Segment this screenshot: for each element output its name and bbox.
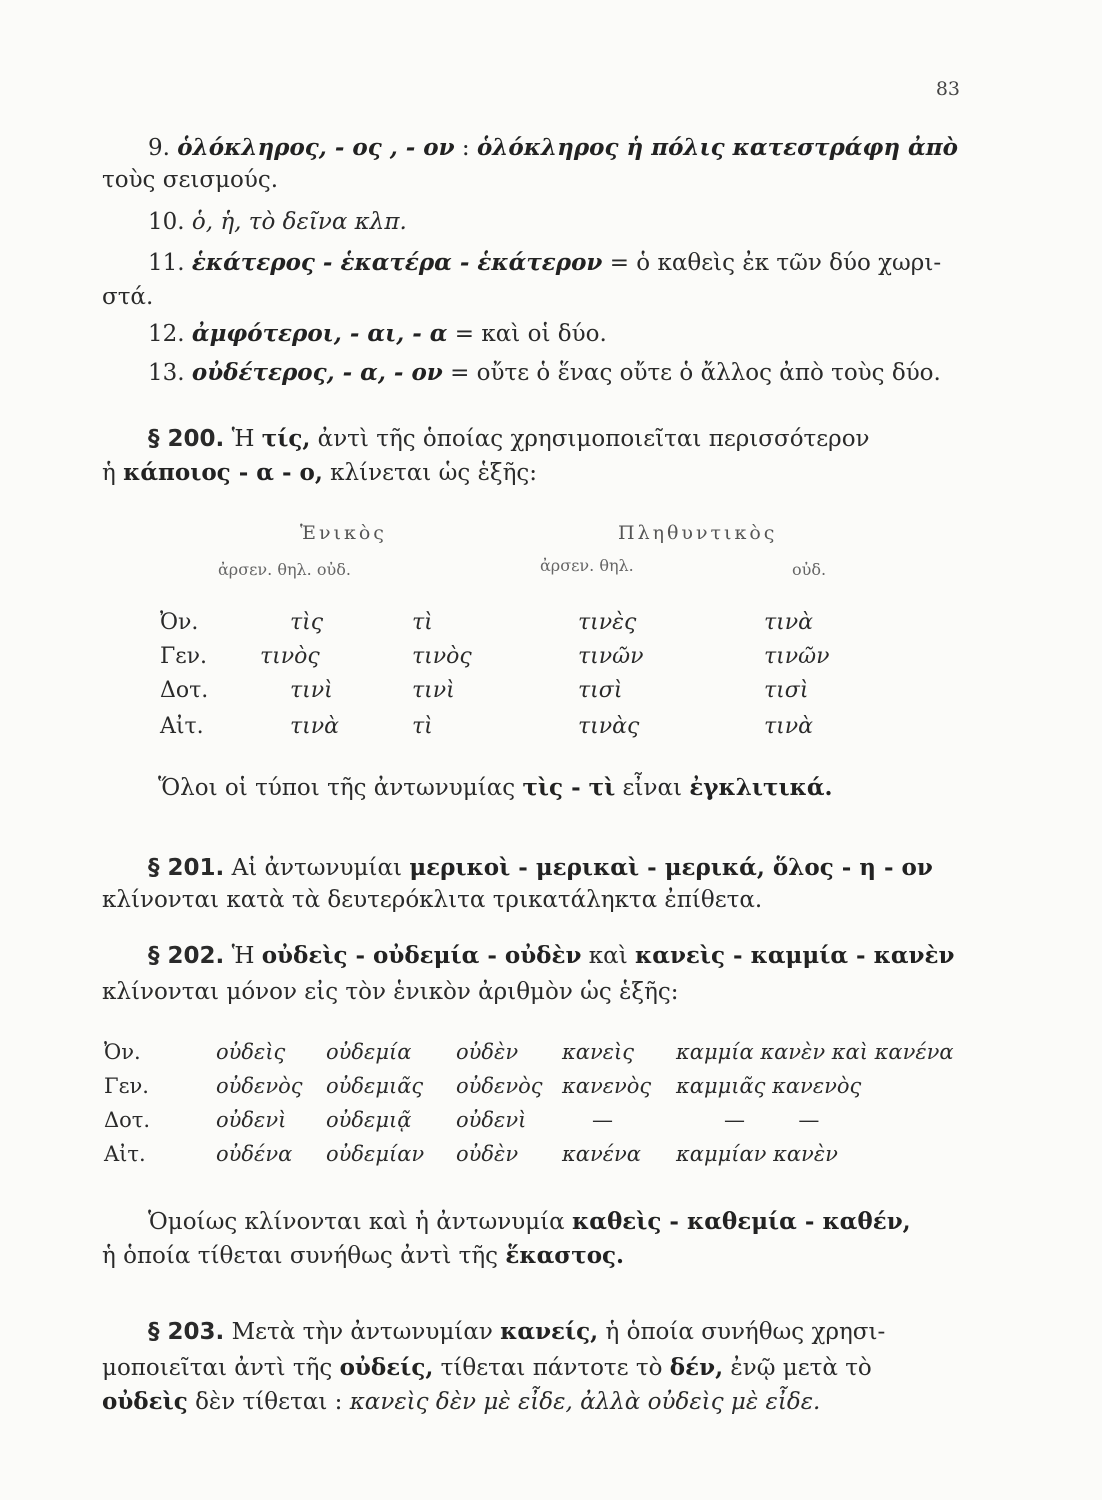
cell: οὐδεμία xyxy=(326,1040,412,1064)
entry-13 xyxy=(148,357,1008,389)
table-row xyxy=(104,1040,1004,1072)
table-subheader-plural: ἀρσεν. θηλ. xyxy=(540,556,634,575)
entry-headword: ἀμφότεροι, - αι, - α xyxy=(191,320,448,347)
text: δὲν τίθεται : xyxy=(195,1389,343,1415)
text: καὶ xyxy=(588,943,628,969)
bold-term: μερικοὶ - μερικαὶ - μερικά, ὅλος - η - ον xyxy=(409,854,933,881)
entry-definition: = ὁ καθεὶς ἐκ τῶν δύο χωρι- xyxy=(609,250,942,276)
section-203-line3 xyxy=(102,1386,962,1418)
text: Ὁμοίως κλίνονται καὶ ἡ ἀντωνυμία xyxy=(148,1209,565,1235)
section-200-line2 xyxy=(102,457,962,489)
cell: τινὶ xyxy=(412,678,455,703)
entry-11 xyxy=(148,247,1008,279)
cell: καμμίαν κανὲν xyxy=(676,1142,838,1166)
text: εἶναι xyxy=(622,775,683,801)
text: μοποιεῖται ἀντὶ τῆς xyxy=(102,1355,333,1381)
cell: — — xyxy=(724,1108,820,1132)
cell: — xyxy=(592,1108,613,1132)
entry-headword: ἑκάτερος - ἑκατέρα - ἑκάτερον xyxy=(191,249,603,276)
text: ἡ ὁποία συνήθως χρησι- xyxy=(605,1319,886,1345)
bold-term: οὐδεὶς xyxy=(102,1388,188,1415)
case-label: Γεν. xyxy=(160,644,208,669)
entry-12 xyxy=(148,318,1008,350)
case-label: Αἰτ. xyxy=(104,1142,146,1166)
section-mark: § 200. xyxy=(148,426,225,452)
section-201-line2: κλίνονται κατὰ τὰ δευτερόκλιτα τρικατάληκτα ἐπίθετα. xyxy=(102,887,763,913)
declension-table-oudeis xyxy=(104,1040,984,1180)
cell: τὶ xyxy=(412,610,433,635)
section-203-line2 xyxy=(102,1352,962,1384)
text: Ὅλοι οἱ τύποι τῆς ἀντωνυμίας xyxy=(158,775,516,801)
text: ἐνῷ μετὰ τὸ xyxy=(730,1355,872,1381)
cell: τινὰ xyxy=(290,714,340,739)
cell: τὶ xyxy=(412,714,433,739)
cell: τινῶν xyxy=(764,644,830,669)
text: ἡ ὁποία τίθεται συνήθως ἀντὶ τῆς xyxy=(102,1243,499,1269)
cell: τινὰς xyxy=(578,714,640,739)
entry-9-cont: τοὺς σεισμούς. xyxy=(102,167,279,193)
case-label: Ὀν. xyxy=(160,610,199,635)
cell: οὐδὲν xyxy=(456,1040,519,1064)
cell: οὐδεὶς xyxy=(216,1040,286,1064)
table-row xyxy=(160,714,1060,746)
table-subheader-singular: ἀρσεν. θηλ. οὐδ. xyxy=(218,560,351,579)
cell: οὐδὲν xyxy=(456,1142,519,1166)
bold-term: τίς, xyxy=(261,425,311,452)
cell: οὐδενὸς xyxy=(456,1074,543,1098)
declension-table-tis xyxy=(160,610,960,750)
cell: τινὸς xyxy=(260,644,320,669)
cell: τὶς xyxy=(290,610,324,635)
entry-number: 10. xyxy=(148,209,185,235)
table-row xyxy=(104,1108,1004,1140)
bold-term: κανείς, xyxy=(500,1318,599,1345)
section-202-line1 xyxy=(148,940,1008,972)
text: κλίνεται ὡς ἑξῆς: xyxy=(330,460,537,486)
bold-term: ἕκαστος. xyxy=(505,1242,625,1269)
cell: κανεὶς xyxy=(562,1040,634,1064)
entry-number: 13. xyxy=(148,360,185,386)
cell: οὐδενὸς xyxy=(216,1074,303,1098)
case-label: Γεν. xyxy=(104,1074,149,1098)
table-header-plural: Πληθυντικὸς xyxy=(618,522,778,544)
page-number: 83 xyxy=(935,78,960,100)
cell: τισὶ xyxy=(764,678,809,703)
entry-10 xyxy=(148,206,1008,238)
entry-definition: = οὔτε ὁ ἕνας οὔτε ὁ ἄλλος ἀπὸ τοὺς δύο. xyxy=(450,360,941,386)
cell: οὐδεμιᾶς xyxy=(326,1074,424,1098)
case-label: Δοτ. xyxy=(160,678,209,703)
table-row xyxy=(160,610,1060,642)
bold-term: καθεὶς - καθεμία - καθέν, xyxy=(572,1208,911,1235)
cell: τισὶ xyxy=(578,678,623,703)
table-row xyxy=(160,644,1060,676)
section-202-p-line1 xyxy=(148,1206,1008,1238)
table-subheader-plural-neuter: οὐδ. xyxy=(792,560,827,579)
entry-11-cont: στά. xyxy=(102,284,154,310)
text: ἀντὶ τῆς ὁποίας χρησιμοποιεῖται περισσότερον xyxy=(317,426,870,452)
bold-term: δέν, xyxy=(669,1354,724,1381)
cell: οὐδεμιᾷ xyxy=(326,1108,412,1132)
section-203-line1 xyxy=(148,1316,1008,1348)
section-200-note xyxy=(158,772,1018,804)
entry-9 xyxy=(148,132,1008,164)
cell: τινὲς xyxy=(578,610,637,635)
table-row xyxy=(104,1074,1004,1106)
entry-number: 9. xyxy=(148,135,170,161)
cell: οὐδένα xyxy=(216,1142,293,1166)
section-202-p-line2 xyxy=(102,1240,962,1272)
entry-number: 11. xyxy=(148,250,185,276)
section-mark: § 201. xyxy=(148,855,225,881)
entry-headword: ὁ, ἡ, τὸ δεῖνα κλπ. xyxy=(191,209,407,235)
table-row xyxy=(160,678,1060,710)
text: ἡ xyxy=(102,460,116,486)
entry-separator: : xyxy=(461,135,470,161)
text: Μετὰ τὴν ἀντωνυμίαν xyxy=(231,1319,493,1345)
section-mark: § 203. xyxy=(148,1319,225,1345)
cell: οὐδενὶ xyxy=(216,1108,287,1132)
table-header-singular: Ἑνικὸς xyxy=(300,522,387,544)
section-202-line2: κλίνονται μόνον εἰς τὸν ἑνικὸν ἀριθμὸν ὡς ἑξῆς: xyxy=(102,979,679,1005)
example-text: κανεὶς δὲν μὲ εἶδε, ἀλλὰ οὐδεὶς μὲ εἶδε. xyxy=(349,1389,821,1415)
cell: κανενὸς xyxy=(562,1074,652,1098)
text: τίθεται πάντοτε τὸ xyxy=(440,1355,663,1381)
case-label: Δοτ. xyxy=(104,1108,151,1132)
cell: τινὰ xyxy=(764,610,814,635)
bold-term: τὶς - τὶ xyxy=(522,774,616,801)
bold-term: κάποιος - α - ο, xyxy=(123,459,323,486)
section-201-line1 xyxy=(148,852,1008,884)
case-label: Αἰτ. xyxy=(160,714,204,739)
bold-term: οὐδείς, xyxy=(339,1354,434,1381)
table-row xyxy=(104,1142,1004,1174)
text: Ἡ xyxy=(231,426,255,452)
entry-number: 12. xyxy=(148,321,185,347)
case-label: Ὀν. xyxy=(104,1040,141,1064)
cell: οὐδενὶ xyxy=(456,1108,527,1132)
section-mark: § 202. xyxy=(148,943,225,969)
cell: τινὶ xyxy=(290,678,333,703)
bold-term: ἐγκλιτικά. xyxy=(689,774,833,801)
entry-example: ὁλόκληρος ἡ πόλις κατεστράφη ἀπὸ xyxy=(476,134,958,161)
cell: τινὸς xyxy=(412,644,472,669)
entry-headword: οὐδέτερος, - α, - ον xyxy=(191,359,443,386)
bold-term: κανεὶς - καμμία - κανὲν xyxy=(635,942,955,969)
cell: τινὰ xyxy=(764,714,814,739)
cell: καμμιᾶς κανενὸς xyxy=(676,1074,862,1098)
section-200-line1 xyxy=(148,423,1008,455)
entry-definition: = καὶ οἱ δύο. xyxy=(454,321,607,347)
cell: καμμία κανὲν καὶ κανένα xyxy=(676,1040,954,1064)
text: Αἱ ἀντωνυμίαι xyxy=(231,855,402,881)
bold-term: οὐδεὶς - οὐδεμία - οὐδὲν xyxy=(261,942,582,969)
cell: τινῶν xyxy=(578,644,644,669)
cell: κανένα xyxy=(562,1142,641,1166)
cell: οὐδεμίαν xyxy=(326,1142,425,1166)
entry-headword: ὁλόκληρος, - ος , - ον xyxy=(177,134,455,161)
text: Ἡ xyxy=(231,943,255,969)
